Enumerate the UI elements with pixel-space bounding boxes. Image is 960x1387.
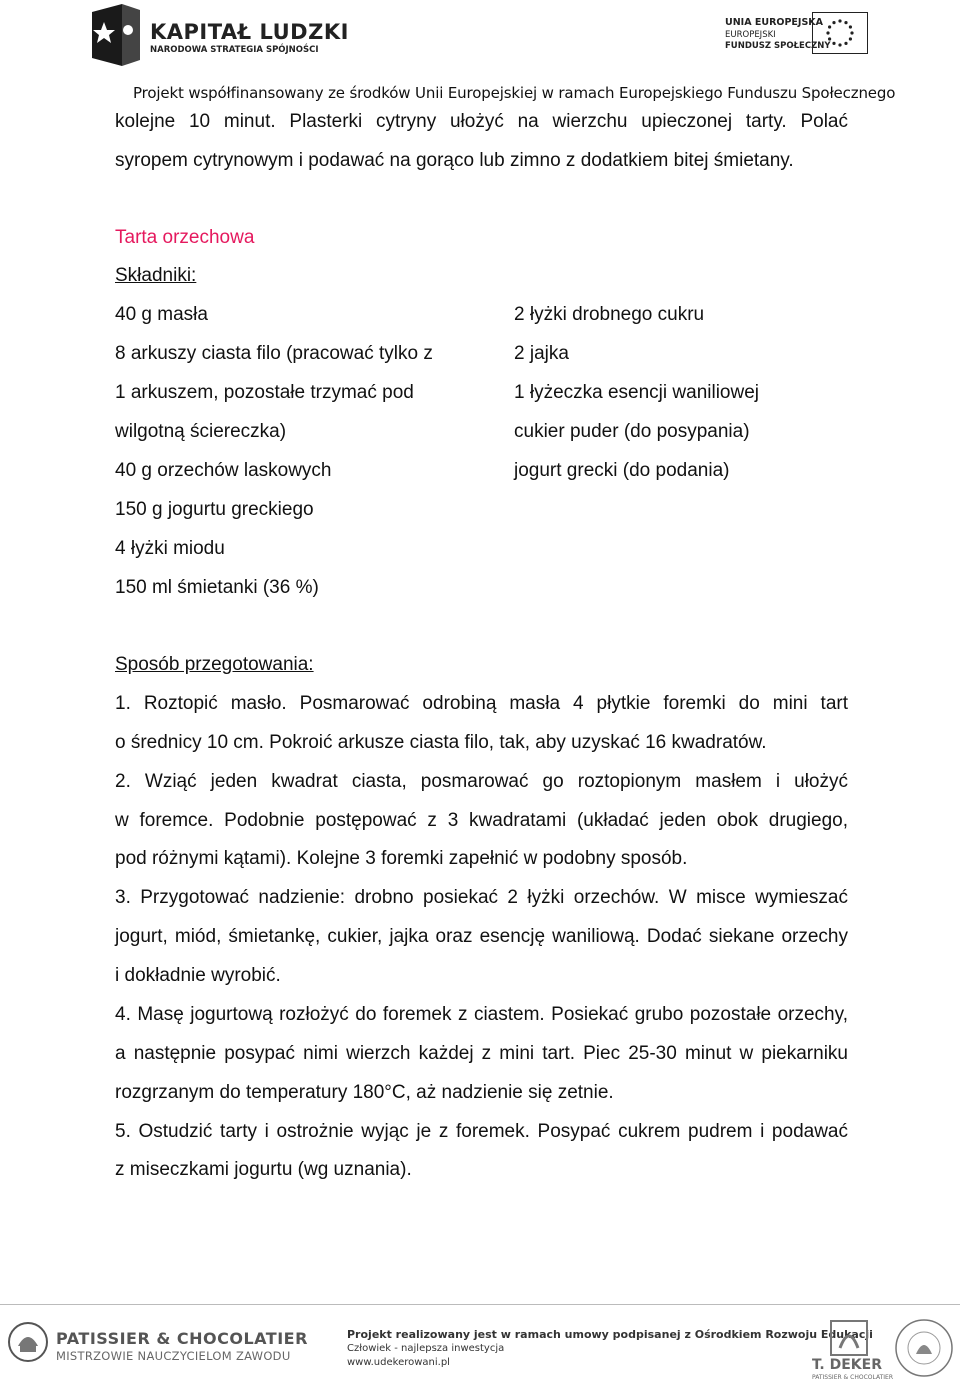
eu-label-3: FUNDUSZ SPOŁECZNY xyxy=(725,41,831,51)
project-line-1: Projekt realizowany jest w ramach umowy podpisanej z Ośrodkiem Rozwoju Edukacji xyxy=(347,1328,873,1341)
ingredient-item: jogurt grecki (do podania) xyxy=(514,460,730,481)
ingredients-heading: Składniki: xyxy=(115,265,197,286)
ingredient-item: 40 g masła xyxy=(115,304,208,325)
method-line: rozgrzanym do temperatury 180°C, aż nadzienie się zetnie. xyxy=(115,1082,614,1103)
ingredient-item: 2 łyżki drobnego cukru xyxy=(514,304,705,325)
method-line: jogurt, miód, śmietankę, cukier, jajka oraz esencję waniliową. Dodać siekane orzechy xyxy=(115,926,848,947)
eu-label-1: UNIA EUROPEJSKA xyxy=(725,17,823,28)
method-line: pod różnymi kątami). Kolejne 3 foremki zapełnić w podobny sposób. xyxy=(115,848,688,869)
project-line-2: Człowiek - najlepsza inwestycja xyxy=(347,1343,505,1354)
patissier-logo-icon xyxy=(8,1320,48,1364)
footer-divider xyxy=(0,1304,960,1305)
method-line: w foremce. Podobnie postępować z 3 kwadratami (układać jeden obok drugiego, xyxy=(115,810,848,831)
kapital-ludzki-logo xyxy=(92,4,140,66)
method-heading: Sposób przegotowania: xyxy=(115,654,314,675)
cofinance-note: Projekt współfinansowany ze środków Unii Europejskiej w ramach Europejskiego Funduszu Społecznego xyxy=(133,84,896,102)
ingredient-item: wilgotną ściereczka) xyxy=(115,421,287,442)
patissier-title: PATISSIER & CHOCOLATIER xyxy=(56,1329,308,1348)
method-line: z miseczkami jogurtu (wg uznania). xyxy=(115,1159,412,1180)
ingredient-item: 1 łyżeczka esencji waniliowej xyxy=(514,382,759,403)
method-line: 5. Ostudzić tarty i ostrożnie wyjąc je z foremek. Posypać cukrem pudrem i podawać xyxy=(115,1121,848,1142)
method-line: 3. Przygotować nadzienie: drobno posiekać 2 łyżki orzechów. W misce wymieszać xyxy=(115,887,848,908)
method-line: 2. Wziąć jeden kwadrat ciasta, posmarować go roztopionym masłem i ułożyć xyxy=(115,771,848,792)
method-line: a następnie posypać nimi wierzch każdej z mini tart. Piec 25-30 minut w piekarniku xyxy=(115,1043,848,1064)
kapital-ludzki-subtitle: NARODOWA STRATEGIA SPÓJNOŚCI xyxy=(150,45,319,55)
deker-logo-icon xyxy=(830,1320,868,1356)
ingredient-item: 1 arkuszem, pozostałe trzymać pod xyxy=(115,382,414,403)
eu-flag-icon xyxy=(812,12,868,54)
stowarzyszenie-seal xyxy=(894,1318,954,1378)
method-line: 4. Masę jogurtową rozłożyć do foremek z ciastem. Posiekać grubo pozostałe orzechy, xyxy=(115,1004,848,1025)
ingredient-item: 2 jajka xyxy=(514,343,569,364)
deker-name: T. DEKER xyxy=(812,1357,882,1373)
project-line-3: www.udekerowani.pl xyxy=(347,1357,450,1368)
deker-subtitle: PATISSIER & CHOCOLATIER xyxy=(812,1374,893,1381)
intro-line-1: kolejne 10 minut. Plasterki cytryny ułożyć na wierzchu upieczonej tarty. Polać xyxy=(115,111,848,132)
method-line: i dokładnie wyrobić. xyxy=(115,965,281,986)
method-line: 1. Roztopić masło. Posmarować odrobiną masła 4 płytkie foremki do mini tart xyxy=(115,693,848,714)
patissier-subtitle: MISTRZOWIE NAUCZYCIELOM ZAWODU xyxy=(56,1349,291,1363)
ingredient-item: 4 łyżki miodu xyxy=(115,538,225,559)
ingredient-item: cukier puder (do posypania) xyxy=(514,421,750,442)
recipe-title: Tarta orzechowa xyxy=(115,227,255,248)
intro-line-2: syropem cytrynowym i podawać na gorąco lub zimno z dodatkiem bitej śmietany. xyxy=(115,150,794,171)
ingredient-item: 40 g orzechów laskowych xyxy=(115,460,332,481)
ingredient-item: 150 ml śmietanki (36 %) xyxy=(115,577,319,598)
method-line: o średnicy 10 cm. Pokroić arkusze ciasta filo, tak, aby uzyskać 16 kwadratów. xyxy=(115,732,767,753)
kapital-ludzki-title: KAPITAŁ LUDZKI xyxy=(150,20,349,44)
eu-label-2: EUROPEJSKI xyxy=(725,30,776,40)
ingredient-item: 8 arkuszy ciasta filo (pracować tylko z xyxy=(115,343,433,364)
ingredient-item: 150 g jogurtu greckiego xyxy=(115,499,314,520)
